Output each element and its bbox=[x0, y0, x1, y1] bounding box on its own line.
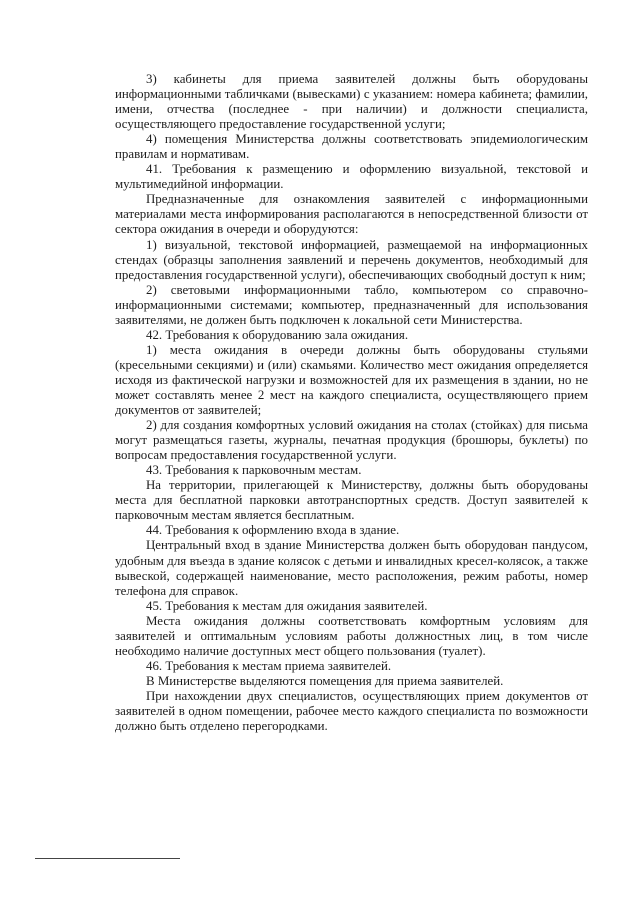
paragraph-information-places: Предназначенные для ознакомления заявителей с информационными материалами места информирования располагаются в непосредственной близости от сектора ожидания в очереди и оборудуются: bbox=[115, 192, 588, 237]
paragraph-visual-information: 1) визуальной, текстовой информацией, размещаемой на информационных стендах (образцы заполнения заявлений и перечень документов, необходимый для предоставления государственной услуги), обеспечивающих свободный доступ к ним; bbox=[115, 237, 588, 282]
paragraph-parking: На территории, прилегающей к Министерству, должны быть оборудованы места для бесплатной парковки автотранспортных средств. Доступ заявителей к парковочным местам является бесплатным. bbox=[115, 478, 588, 523]
paragraph-light-boards: 2) световыми информационными табло, компьютером со справочно-информационными системами; компьютер, предназначенный для использования заявителями, не должен быть подключен к локальной сети Министерства. bbox=[115, 282, 588, 327]
paragraph-item-4-premises: 4) помещения Министерства должны соответствовать эпидемиологическим правилам и нормативам. bbox=[115, 132, 588, 162]
paragraph-section-43-heading: 43. Требования к парковочным местам. bbox=[146, 463, 362, 478]
paragraph-entrance: Центральный вход в здание Министерства должен быть оборудован пандусом, удобным для въезда в здание колясок с детьми и инвалидных кресел-колясок, а также вывеской, содержащей наименование, место расположения, режим работы, номер телефона для справок. bbox=[115, 538, 588, 598]
paragraph-waiting-comfort: 2) для создания комфортных условий ожидания на столах (стойках) для письма могут размещаться газеты, журналы, печатная продукция (брошюры, буклеты) по вопросам предоставления государственной услуги. bbox=[115, 418, 588, 463]
document-body bbox=[115, 72, 588, 734]
paragraph-section-45-heading: 45. Требования к местам для ожидания заявителей. bbox=[146, 598, 428, 613]
paragraph-item-3-cabinets: 3) кабинеты для приема заявителей должны быть оборудованы информационными табличками (вывесками) с указанием: номера кабинета; фамилии, имени, отчества (последнее - при наличии) и должности специалиста, осуществляющего предоставление государственной услуги; bbox=[115, 72, 588, 132]
footnote-divider bbox=[35, 858, 180, 859]
paragraph-section-41-heading: 41. Требования к размещению и оформлению визуальной, текстовой и мультимедийной информации. bbox=[115, 162, 588, 192]
paragraph-section-44-heading: 44. Требования к оформлению входа в здание. bbox=[146, 523, 400, 538]
paragraph-partitions: При нахождении двух специалистов, осуществляющих прием документов от заявителей в одном помещении, рабочее место каждого специалиста по возможности должно быть отделено перегородками. bbox=[115, 688, 588, 734]
paragraph-section-46-heading: 46. Требования к местам приема заявителей. bbox=[146, 658, 392, 673]
paragraph-waiting-seats: 1) места ожидания в очереди должны быть оборудованы стульями (кресельными секциями) и (или) скамьями. Количество мест ожидания определяется исходя из фактической нагрузки и возможностей для их размещения в здании, но не может составлять менее 2 мест на каждого специалиста, осуществляющего прием документов от заявителей; bbox=[115, 342, 588, 418]
paragraph-waiting-conditions: Места ожидания должны соответствовать комфортным условиям для заявителей и оптимальным условиям работы должностных лиц, в том числе необходимо наличие доступных мест общего пользования (туалет). bbox=[115, 613, 588, 658]
paragraph-reception-rooms: В Министерстве выделяются помещения для приема заявителей. bbox=[146, 673, 504, 688]
paragraph-section-42-heading: 42. Требования к оборудованию зала ожидания. bbox=[146, 327, 409, 342]
